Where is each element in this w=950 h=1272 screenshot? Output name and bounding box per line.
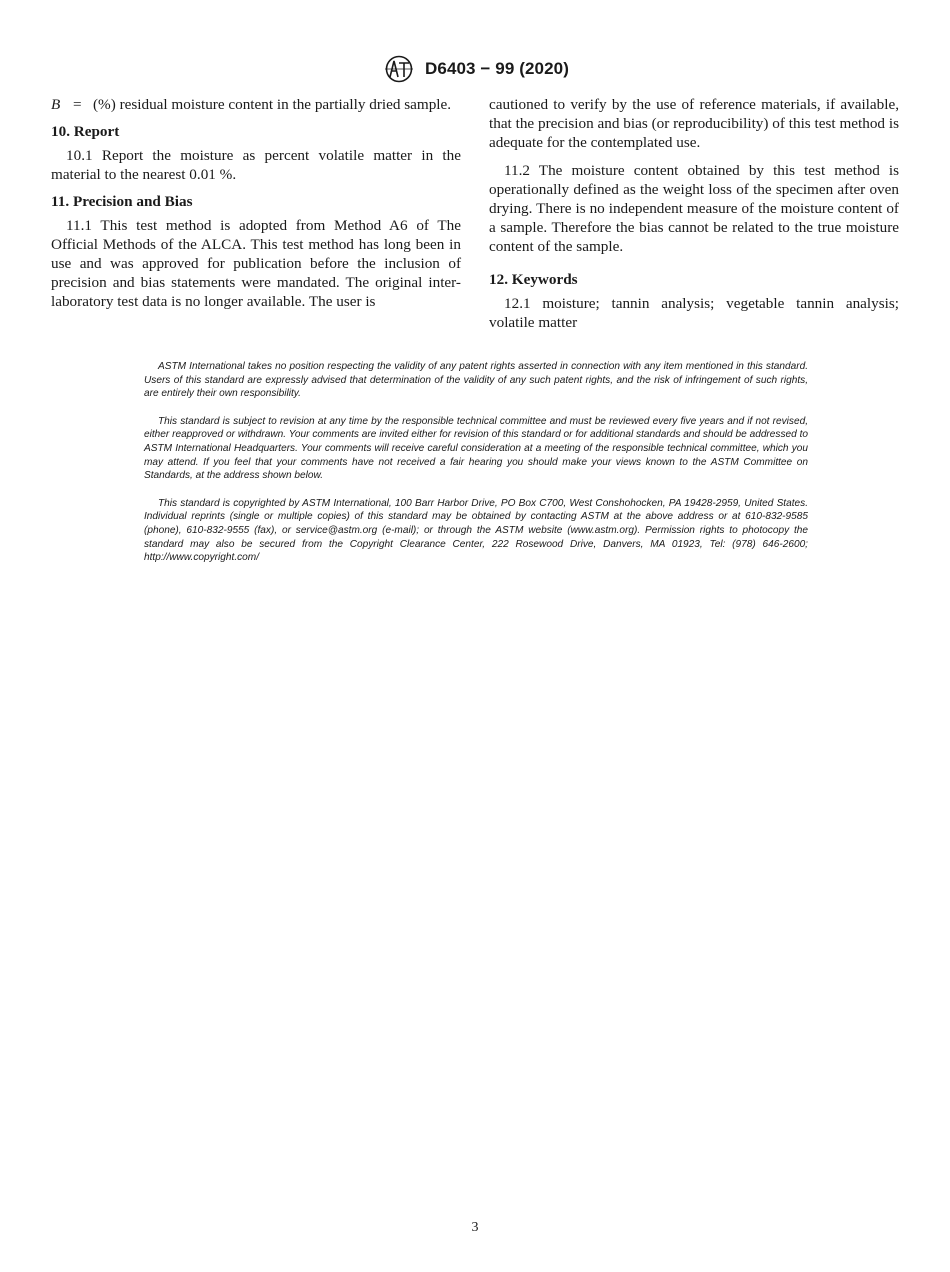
page-header: [0, 54, 950, 84]
paragraph-11-1-continued: cautioned to verify by the use of reference materials, if available, that the precision and bias (or reproducibility) of this test method is adequate for the contemplated use.: [489, 96, 899, 151]
definition-equals: =: [73, 96, 82, 113]
paragraph-12-1: 12.1 moisture; tannin analysis; vegetable tannin analysis; volatile matter: [489, 295, 899, 331]
section-10-heading: 10. Report: [51, 123, 120, 140]
patent-notice: ASTM International takes no position respecting the validity of any patent rights asserted in connection with any item mentioned in this standard. Users of this standard are expressly advised that determination of the validity of any such patent rights, and the risk of infringement of such rights, are entirely their own responsibility.: [144, 361, 808, 400]
page-number: 3: [471, 1220, 479, 1235]
astm-logo-icon: [381, 54, 417, 84]
paragraph-11-1: 11.1 This test method is adopted from Method A6 of The Official Methods of the ALCA. This test method has long been in use and was approved for publication before the inclusion of precision and bias statements were mandated. The original inter-laboratory test data is no longer available. The user is: [51, 217, 461, 310]
definition-symbol: B: [51, 96, 61, 113]
paragraph-10-1: 10.1 Report the moisture as percent volatile matter in the material to the nearest 0.01 %.: [51, 147, 461, 183]
legal-notices: [144, 360, 808, 579]
left-column: [51, 95, 461, 311]
definition-text: (%) residual moisture content in the partially dried sample.: [93, 96, 452, 113]
right-column: [489, 95, 899, 332]
section-11-heading: 11. Precision and Bias: [51, 193, 193, 210]
copyright-notice: This standard is copyrighted by ASTM International, 100 Barr Harbor Drive, PO Box C700, West Conshohocken, PA 19428-2959, United States. Individual reprints (single or multiple copies) of this standard may be obtained by contacting ASTM at the above address or at 610-832-9585 (phone), 610-832-9555 (fax), or service@astm.org (e-mail); or through the ASTM website (www.astm.org). Permission rights to photocopy the standard may also be secured from the Copyright Clearance Center, 222 Rosewood Drive, Danvers, MA 01923, Tel: (978) 646-2600; http://www.copyright.com/: [144, 497, 808, 564]
section-12-heading: 12. Keywords: [489, 271, 578, 288]
revision-notice: This standard is subject to revision at any time by the responsible technical committee and must be reviewed every five years and if not revised, either reapproved or withdrawn. Your comments are invited either for revision of this standard or for additional standards and should be addressed to ASTM International Headquarters. Your comments will receive careful consideration at a meeting of the responsible technical committee, which you may attend. If you feel that your comments have not received a fair hearing you should make your views known to the ASTM Committee on Standards, at the address shown below.: [144, 415, 808, 482]
document-designation: D6403 − 99 (2020): [425, 59, 569, 78]
paragraph-11-2: 11.2 The moisture content obtained by this test method is operationally defined as the weight loss of the specimen after oven drying. There is no independent measure of the moisture content of a sample. Therefore the bias cannot be related to the true moisture content of the sample.: [489, 162, 899, 255]
variable-definition: [51, 95, 461, 114]
